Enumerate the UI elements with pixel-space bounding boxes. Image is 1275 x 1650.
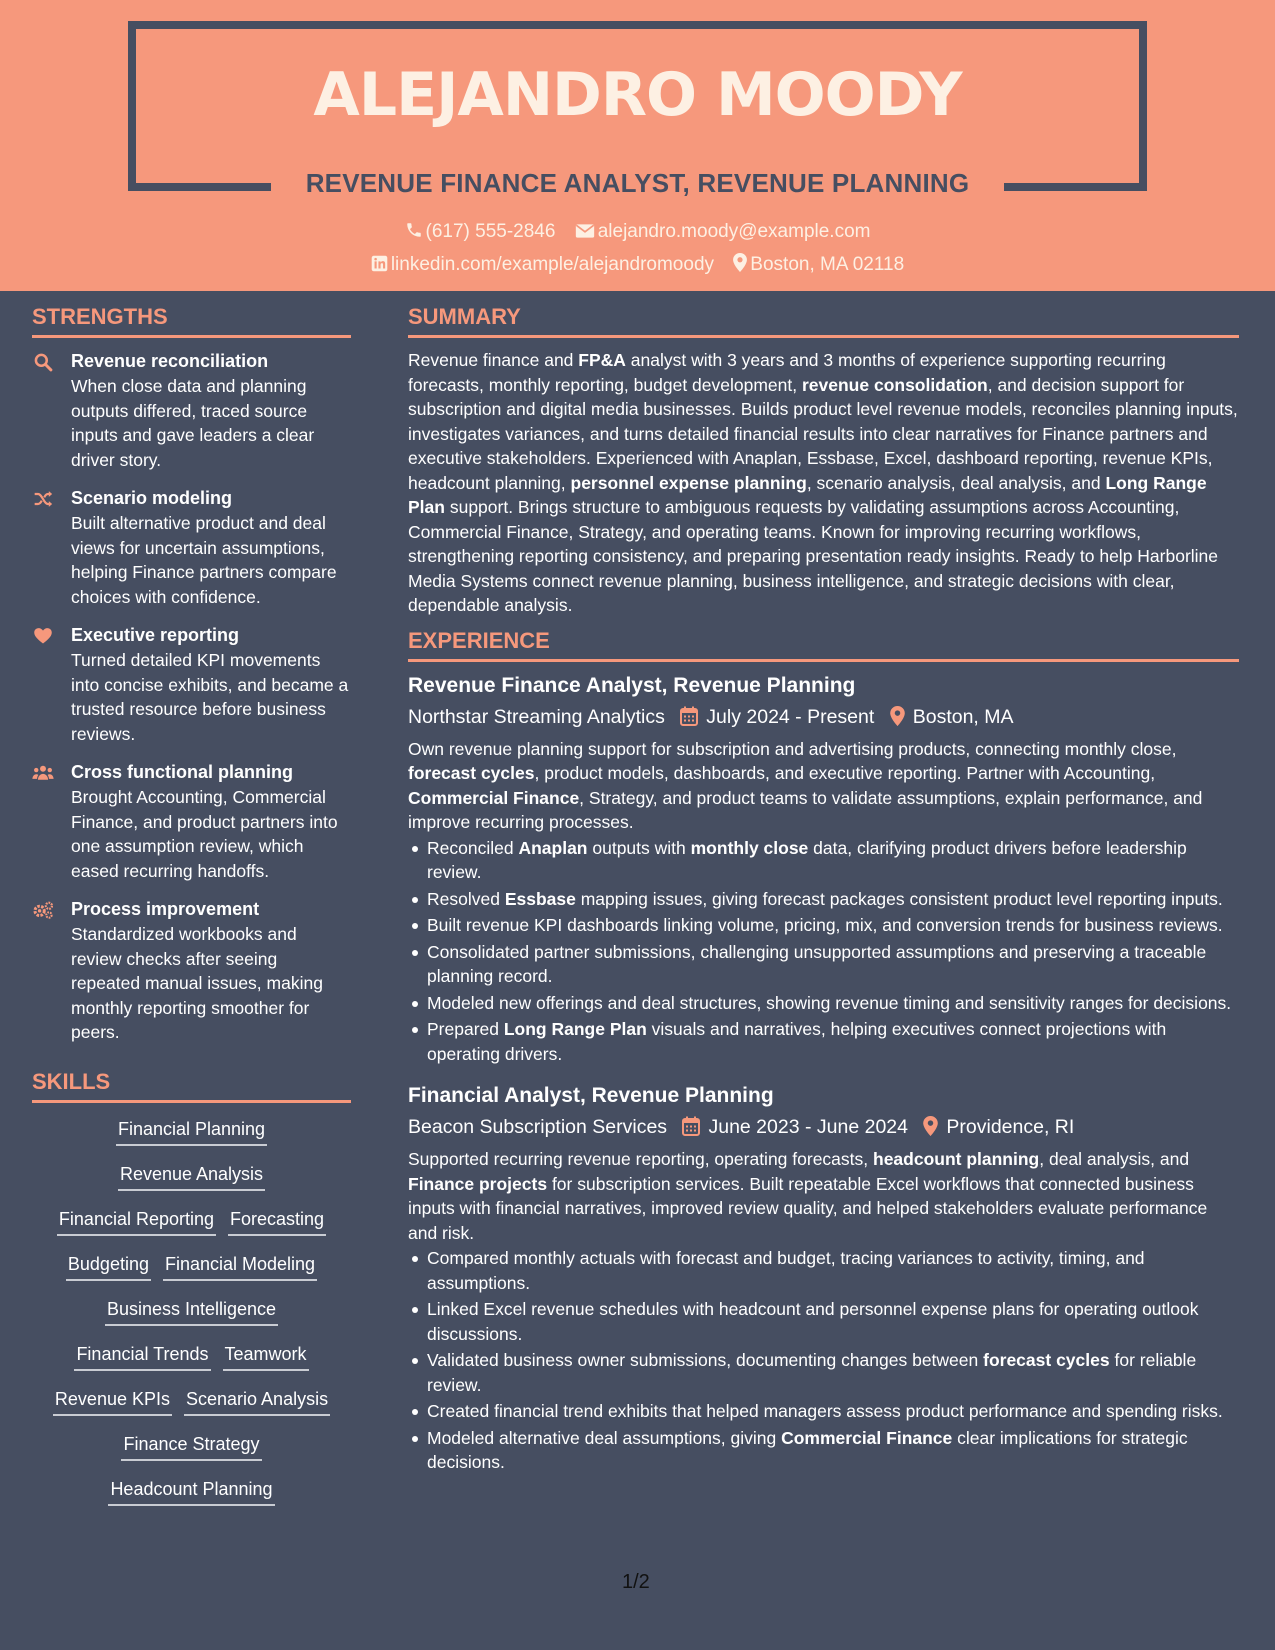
bold-keyword: Commercial Finance — [408, 787, 580, 808]
skill-row — [32, 1297, 351, 1342]
skills-heading: SKILLS — [32, 1069, 351, 1103]
bold-keyword: forecast cycles — [983, 1350, 1110, 1370]
bold-keyword: personnel expense planning — [570, 472, 807, 493]
job-entry — [408, 672, 1239, 1067]
bullet-item: Modeled new offerings and deal structures, showing revenue timing and sensitivity ranges for decisions. — [408, 991, 1239, 1016]
bullet-item: Compared monthly actuals with forecast and budget, tracing variances to activity, timing, and assumptions. — [408, 1246, 1239, 1295]
bullet-item: Modeled alternative deal assumptions, giving Commercial Finance clear implications for strategic decisions. — [408, 1426, 1239, 1475]
shuffle-icon — [32, 489, 54, 509]
bold-keyword: FP&A — [578, 350, 626, 370]
job-dates-text: June 2023 - June 2024 — [708, 1116, 908, 1138]
bold-keyword: Long Range Plan — [503, 1019, 647, 1039]
bullet-item: Consolidated partner submissions, challenging unsupported assumptions and preserving a traceable planning record. — [408, 940, 1239, 989]
job-dates — [682, 1112, 908, 1142]
strength-description: Built alternative product and deal views for uncertain assumptions, helping Finance partners compare choices with confidence. — [71, 513, 337, 607]
bold-keyword: revenue consolidation — [801, 374, 988, 395]
bold-keyword: forecast cycles — [408, 763, 535, 783]
location-text: Boston, MA 02118 — [750, 254, 905, 275]
skill-row — [32, 1477, 351, 1522]
bullet-item: Built revenue KPI dashboards linking volume, pricing, mix, and conversion trends for business reviews. — [408, 913, 1239, 938]
strength-description: Turned detailed KPI movements into concise exhibits, and became a trusted resource before business reviews. — [71, 650, 349, 744]
skill-row — [32, 1387, 351, 1432]
linkedin-text: linkedin.com/example/alejandromoody — [390, 254, 715, 275]
skill-row — [32, 1432, 351, 1477]
map-pin-icon — [923, 1116, 938, 1136]
summary-heading: SUMMARY — [408, 304, 1239, 338]
bullet-item: Reconciled Anaplan outputs with monthly close data, clarifying product drivers before leadership review. — [408, 836, 1239, 885]
calendar-icon — [680, 706, 698, 726]
contact-row-primary — [0, 221, 1275, 243]
skill-tag: Budgeting — [66, 1252, 151, 1281]
bold-keyword: Long Range Plan — [408, 472, 1207, 517]
resume-header — [0, 0, 1275, 291]
experience-heading: EXPERIENCE — [408, 628, 1239, 662]
skill-row — [32, 1162, 351, 1207]
contact-phone[interactable] — [405, 221, 556, 243]
main-column — [408, 304, 1239, 1477]
strength-title: Process improvement — [71, 899, 260, 919]
map-pin-icon — [733, 253, 747, 272]
job-meta — [408, 702, 1239, 732]
skill-tag: Financial Planning — [116, 1117, 267, 1146]
candidate-title: REVENUE FINANCE ANALYST, REVENUE PLANNING — [305, 168, 970, 198]
strength-item — [32, 760, 351, 883]
strength-description: Standardized workbooks and review checks after seeing repeated manual issues, making monthly reporting smoother for peers. — [71, 924, 323, 1042]
users-icon — [32, 763, 54, 783]
search-icon — [32, 352, 54, 372]
job-dates — [680, 702, 874, 732]
skill-row — [32, 1252, 351, 1297]
page-number: 1/2 — [622, 1571, 650, 1593]
strength-title: Scenario modeling — [71, 488, 233, 508]
job-bullets — [408, 1246, 1239, 1475]
skill-tag: Scenario Analysis — [184, 1387, 330, 1416]
job-entry — [408, 1082, 1239, 1475]
bold-keyword: monthly close — [690, 837, 809, 858]
strength-item — [32, 897, 351, 1045]
skill-row — [32, 1342, 351, 1387]
strength-description: When close data and planning outputs differed, traced source inputs and gave leaders a clear driver story. — [71, 376, 315, 470]
strength-item — [32, 623, 351, 746]
strength-item — [32, 486, 351, 609]
bold-keyword: Finance projects — [408, 1173, 548, 1194]
job-role: Financial Analyst, Revenue Planning — [408, 1084, 774, 1107]
email-text: alejandro.moody@example.com — [597, 221, 871, 242]
skill-tag: Forecasting — [228, 1207, 326, 1236]
skills-list — [32, 1117, 351, 1522]
skill-row — [32, 1207, 351, 1252]
bold-keyword: Essbase — [504, 888, 576, 909]
linkedin-icon — [371, 255, 388, 272]
envelope-icon — [575, 223, 595, 239]
strength-description: Brought Accounting, Commercial Finance, and product partners into one assumption review, which eased recurring handoffs. — [71, 787, 338, 881]
skill-tag: Headcount Planning — [108, 1477, 274, 1506]
job-location — [890, 702, 1014, 732]
candidate-name: ALEJANDRO MOODY — [313, 60, 962, 130]
phone-text: (617) 555-2846 — [425, 221, 556, 242]
bold-keyword: headcount planning — [873, 1149, 1040, 1169]
job-description: Own revenue planning support for subscription and advertising products, connecting monthly close, forecast cycles, product models, dashboards, and executive reporting. Partner with Accounting, Commercial Finance, Strategy, and product teams to validate assumptions, explain performance, and improve recurring processes. — [408, 738, 1203, 832]
job-description: Supported recurring revenue reporting, operating forecasts, headcount planning, deal analysis, and Finance projects for subscription services. Built repeatable Excel workflows that connected business inputs with financial narratives, improved review quality, and helped stakeholders evaluate performance and risk. — [408, 1149, 1208, 1243]
skill-tag: Teamwork — [223, 1342, 309, 1371]
job-location-text: Boston, MA — [912, 705, 1014, 728]
summary-text: Revenue finance and FP&A analyst with 3 years and 3 months of experience supporting recurring forecasts, monthly reporting, budget development, revenue consolidation, and decision support for subscription and digital media businesses. Builds product level revenue models, reconciles planning inputs, investigates variances, and turns detailed financial results into clear narratives for Finance partners and executive stakeholders. Experienced with Anaplan, Essbase, Excel, dashboard reporting, revenue KPIs, headcount planning, personnel expense planning, scenario analysis, deal analysis, and Long Range Plan support. Brings structure to ambiguous requests by validating assumptions across Accounting, Commercial Finance, Strategy, and operating teams. Known for improving recurring workflows, strengthening reporting consistency, and preparing presentation ready insights. Ready to help Harborline Media Systems connect revenue planning, business intelligence, and strategic decisions with clear, dependable analysis. — [408, 350, 1238, 615]
job-role: Revenue Finance Analyst, Revenue Planning — [408, 673, 856, 697]
calendar-icon — [682, 1116, 700, 1136]
skill-tag: Financial Reporting — [57, 1207, 216, 1236]
job-dates-text: July 2024 - Present — [706, 705, 875, 728]
job-company: Beacon Subscription Services — [408, 1116, 668, 1138]
bullet-item: Linked Excel revenue schedules with headcount and personnel expense plans for operating outlook discussions. — [408, 1297, 1239, 1346]
skill-tag: Revenue KPIs — [53, 1387, 172, 1416]
skill-tag: Revenue Analysis — [118, 1162, 265, 1191]
bullet-item: Created financial trend exhibits that helped managers assess product performance and spending risks. — [408, 1399, 1239, 1424]
gears-icon — [32, 900, 54, 920]
strength-title: Cross functional planning — [71, 762, 294, 782]
bold-keyword: Anaplan — [518, 837, 588, 858]
skill-row — [32, 1117, 351, 1162]
skill-tag: Business Intelligence — [105, 1297, 278, 1326]
contact-linkedin[interactable] — [371, 254, 714, 276]
strengths-heading: STRENGTHS — [32, 304, 351, 338]
bold-keyword: Commercial Finance — [781, 1427, 953, 1448]
strength-title: Executive reporting — [71, 625, 240, 645]
job-location — [923, 1112, 1074, 1142]
job-meta — [408, 1112, 1239, 1142]
bullet-item: Resolved Essbase mapping issues, giving forecast packages consistent product level reporting inputs. — [408, 887, 1239, 912]
strength-title: Revenue reconciliation — [71, 351, 269, 371]
skill-tag: Financial Trends — [74, 1342, 210, 1371]
strength-item — [32, 349, 351, 472]
job-bullets — [408, 836, 1239, 1067]
skill-tag: Finance Strategy — [121, 1432, 261, 1461]
phone-icon — [405, 221, 423, 239]
sidebar — [32, 304, 351, 1522]
map-pin-icon — [890, 706, 905, 726]
heart-icon — [32, 626, 54, 646]
job-location-text: Providence, RI — [946, 1116, 1075, 1138]
contact-location — [733, 253, 904, 276]
bullet-item: Validated business owner submissions, documenting changes between forecast cycles for reliable review. — [408, 1348, 1239, 1397]
skill-tag: Financial Modeling — [163, 1252, 317, 1281]
bullet-item: Prepared Long Range Plan visuals and narratives, helping executives connect projections with operating drivers. — [408, 1017, 1239, 1066]
job-company: Northstar Streaming Analytics — [408, 705, 665, 728]
strengths-list — [32, 349, 351, 1045]
contact-email[interactable] — [575, 221, 871, 243]
contact-row-secondary — [0, 253, 1275, 276]
